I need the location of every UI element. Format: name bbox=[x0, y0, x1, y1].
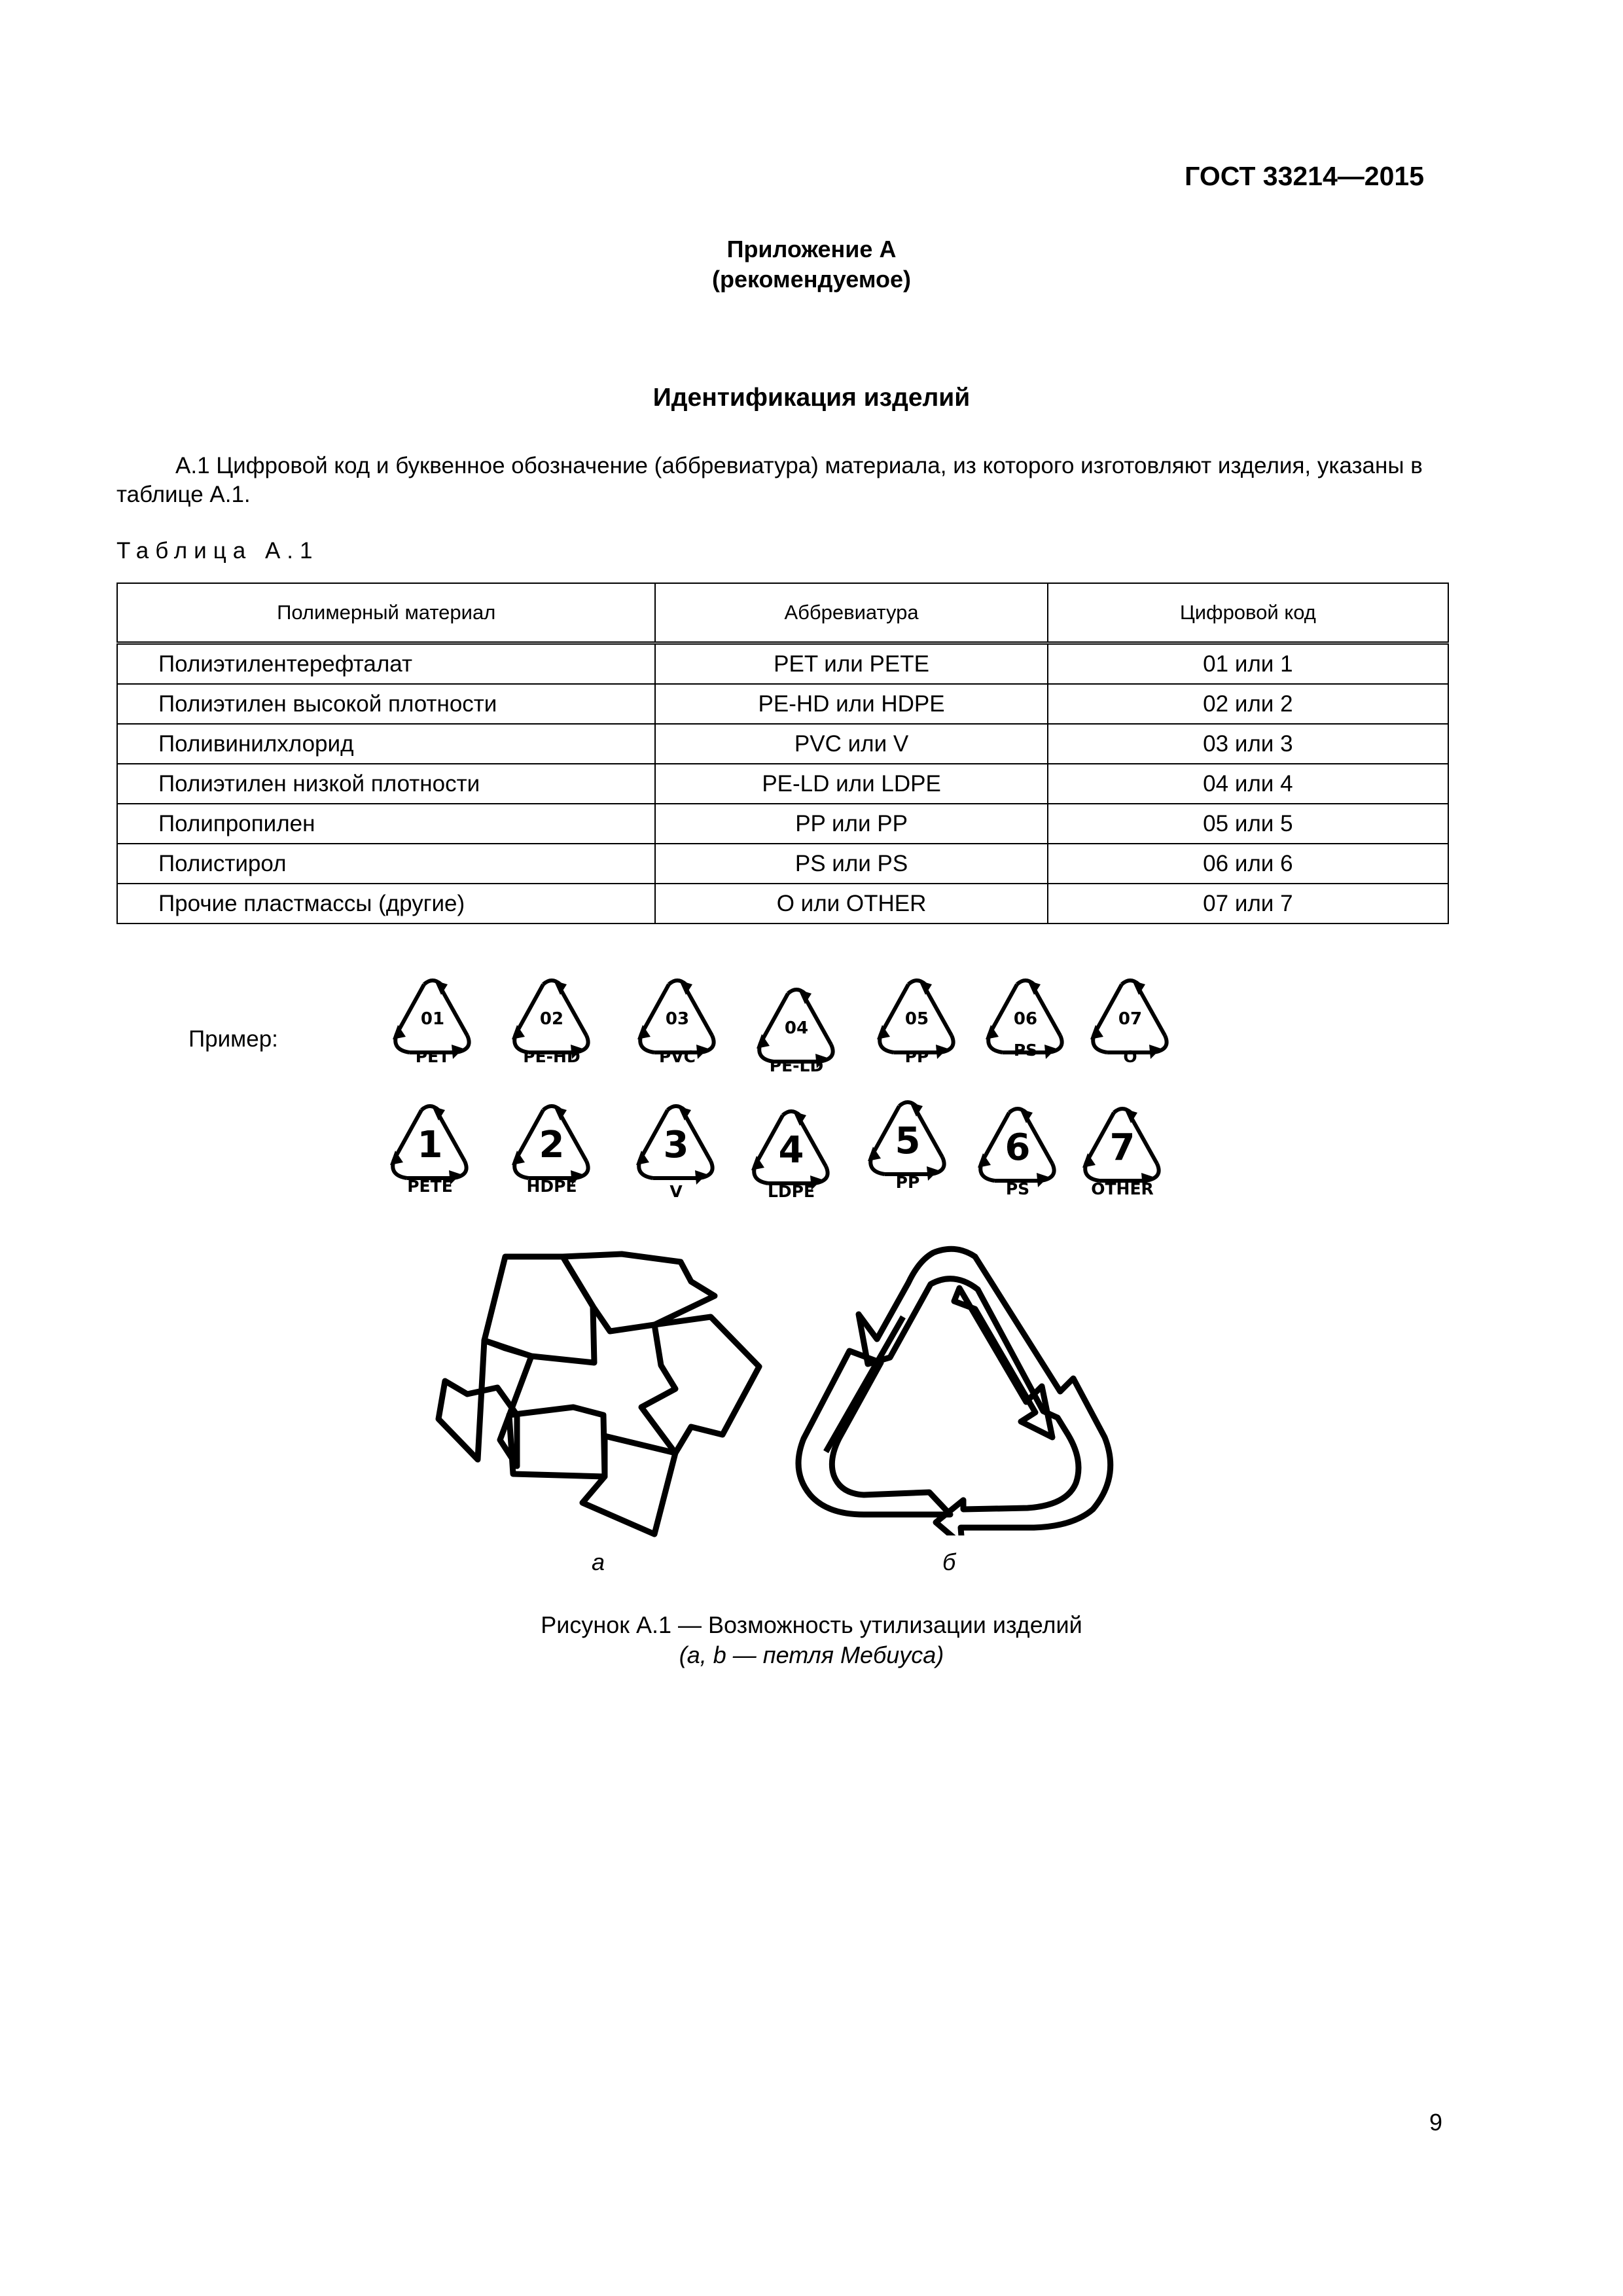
cell-abbreviation: PE-HD или HDPE bbox=[655, 684, 1047, 724]
symbol-abbreviation: HDPE bbox=[526, 1177, 577, 1196]
table-row bbox=[117, 684, 1448, 724]
symbol-code: 06 bbox=[1013, 1009, 1038, 1029]
document-code: ГОСТ 33214—2015 bbox=[1185, 161, 1424, 191]
table-row bbox=[117, 724, 1448, 764]
cell-material: Прочие пластмассы (другие) bbox=[117, 884, 655, 924]
table-row bbox=[117, 764, 1448, 804]
section-title: Идентификация изделий bbox=[652, 384, 971, 412]
cell-code: 04 или 4 bbox=[1048, 764, 1448, 804]
cell-code: 03 или 3 bbox=[1048, 724, 1448, 764]
recycling-arrows-icon bbox=[432, 1244, 785, 1545]
symbol-code: 1 bbox=[417, 1124, 443, 1166]
cell-material: Полипропилен bbox=[117, 804, 655, 844]
symbol-code: 3 bbox=[663, 1124, 689, 1166]
annex-heading bbox=[0, 234, 1623, 295]
materials-table bbox=[116, 583, 1449, 924]
symbol-code: 2 bbox=[539, 1124, 565, 1166]
cell-material: Поливинилхлорид bbox=[117, 724, 655, 764]
cell-code: 07 или 7 bbox=[1048, 884, 1448, 924]
symbol-abbreviation: PS bbox=[1013, 1041, 1038, 1060]
recycling-code-symbol bbox=[627, 1101, 725, 1219]
cell-abbreviation: O или OTHER bbox=[655, 884, 1047, 924]
header-abbreviation: Аббревиатура bbox=[655, 583, 1047, 643]
header-material: Полимерный материал bbox=[117, 583, 655, 643]
cell-material: Полистирол bbox=[117, 844, 655, 884]
recycling-code-symbol bbox=[969, 1103, 1067, 1221]
symbol-abbreviation: OTHER bbox=[1091, 1179, 1154, 1198]
table-row bbox=[117, 884, 1448, 924]
cell-material: Полиэтилентерефталат bbox=[117, 643, 655, 685]
table-caption: Таблица А.1 bbox=[116, 538, 319, 564]
symbol-abbreviation: PETE bbox=[407, 1177, 453, 1196]
recycling-code-symbol bbox=[1081, 975, 1179, 1093]
cell-code: 06 или 6 bbox=[1048, 844, 1448, 884]
recycling-code-symbol bbox=[503, 1101, 601, 1219]
cell-code: 02 или 2 bbox=[1048, 684, 1448, 724]
cell-code: 05 или 5 bbox=[1048, 804, 1448, 844]
cell-abbreviation: PS или PS bbox=[655, 844, 1047, 884]
symbol-abbreviation: V bbox=[669, 1182, 683, 1201]
symbol-code: 04 bbox=[784, 1018, 809, 1038]
symbol-code: 4 bbox=[778, 1129, 804, 1172]
symbol-abbreviation: LDPE bbox=[767, 1182, 815, 1201]
symbol-abbreviation: PVC bbox=[658, 1047, 696, 1066]
recycling-code-symbol bbox=[976, 975, 1075, 1093]
cell-abbreviation: PP или PP bbox=[655, 804, 1047, 844]
annex-title: Приложение А bbox=[726, 236, 897, 262]
figure-caption bbox=[0, 1610, 1623, 1670]
mobius-loop-icon bbox=[785, 1241, 1126, 1535]
symbol-code: 6 bbox=[1005, 1126, 1031, 1169]
recycling-code-symbol bbox=[503, 975, 601, 1093]
symbol-abbreviation: PE-HD bbox=[523, 1047, 580, 1066]
cell-abbreviation: PVC или V bbox=[655, 724, 1047, 764]
annex-status: (рекомендуемое) bbox=[712, 266, 911, 293]
recycling-code-symbol bbox=[859, 1097, 957, 1215]
symbol-abbreviation: PP bbox=[904, 1047, 929, 1066]
figure-caption-note: (a, b — петля Мебиуса) bbox=[679, 1641, 944, 1668]
symbol-code: 5 bbox=[895, 1120, 921, 1162]
symbol-abbreviation: PE-LD bbox=[769, 1056, 824, 1075]
recycling-code-symbol bbox=[628, 975, 726, 1093]
symbol-abbreviation: O bbox=[1123, 1047, 1137, 1066]
symbol-abbreviation: PET bbox=[415, 1047, 450, 1066]
cell-abbreviation: PET или PETE bbox=[655, 643, 1047, 685]
figure-label-b: б bbox=[942, 1549, 956, 1575]
symbol-code: 03 bbox=[665, 1009, 690, 1029]
symbol-code: 07 bbox=[1118, 1009, 1143, 1029]
recycling-code-symbol bbox=[1073, 1103, 1171, 1221]
table-row bbox=[117, 643, 1448, 685]
symbol-code: 01 bbox=[420, 1009, 445, 1029]
header-code: Цифровой код bbox=[1048, 583, 1448, 643]
recycling-code-symbol bbox=[381, 1101, 479, 1219]
recycling-code-symbol bbox=[868, 975, 966, 1093]
table-header-row bbox=[117, 583, 1448, 643]
symbol-abbreviation: PS bbox=[1005, 1179, 1030, 1198]
page-number: 9 bbox=[1429, 2109, 1442, 2136]
example-label: Пример: bbox=[188, 1026, 278, 1052]
paragraph-a1: А.1 Цифровой код и буквенное обозначение (аббревиатура) материала, из которого изготовляют изделия, указаны в таблице А.1. bbox=[116, 453, 1423, 507]
recycling-code-symbol bbox=[742, 1106, 840, 1224]
symbol-code: 7 bbox=[1109, 1126, 1135, 1169]
cell-material: Полиэтилен низкой плотности bbox=[117, 764, 655, 804]
symbol-code: 02 bbox=[539, 1009, 564, 1029]
cell-abbreviation: PE-LD или LDPE bbox=[655, 764, 1047, 804]
cell-code: 01 или 1 bbox=[1048, 643, 1448, 685]
cell-material: Полиэтилен высокой плотности bbox=[117, 684, 655, 724]
symbol-abbreviation: PP bbox=[895, 1173, 920, 1192]
table-row bbox=[117, 804, 1448, 844]
figure-label-a: а bbox=[592, 1549, 605, 1575]
recycling-code-symbol bbox=[383, 975, 482, 1093]
recycling-code-symbol bbox=[747, 984, 846, 1102]
figure-caption-title: Рисунок А.1 — Возможность утилизации изделий bbox=[541, 1611, 1082, 1638]
symbol-code: 05 bbox=[904, 1009, 929, 1029]
table-row bbox=[117, 844, 1448, 884]
